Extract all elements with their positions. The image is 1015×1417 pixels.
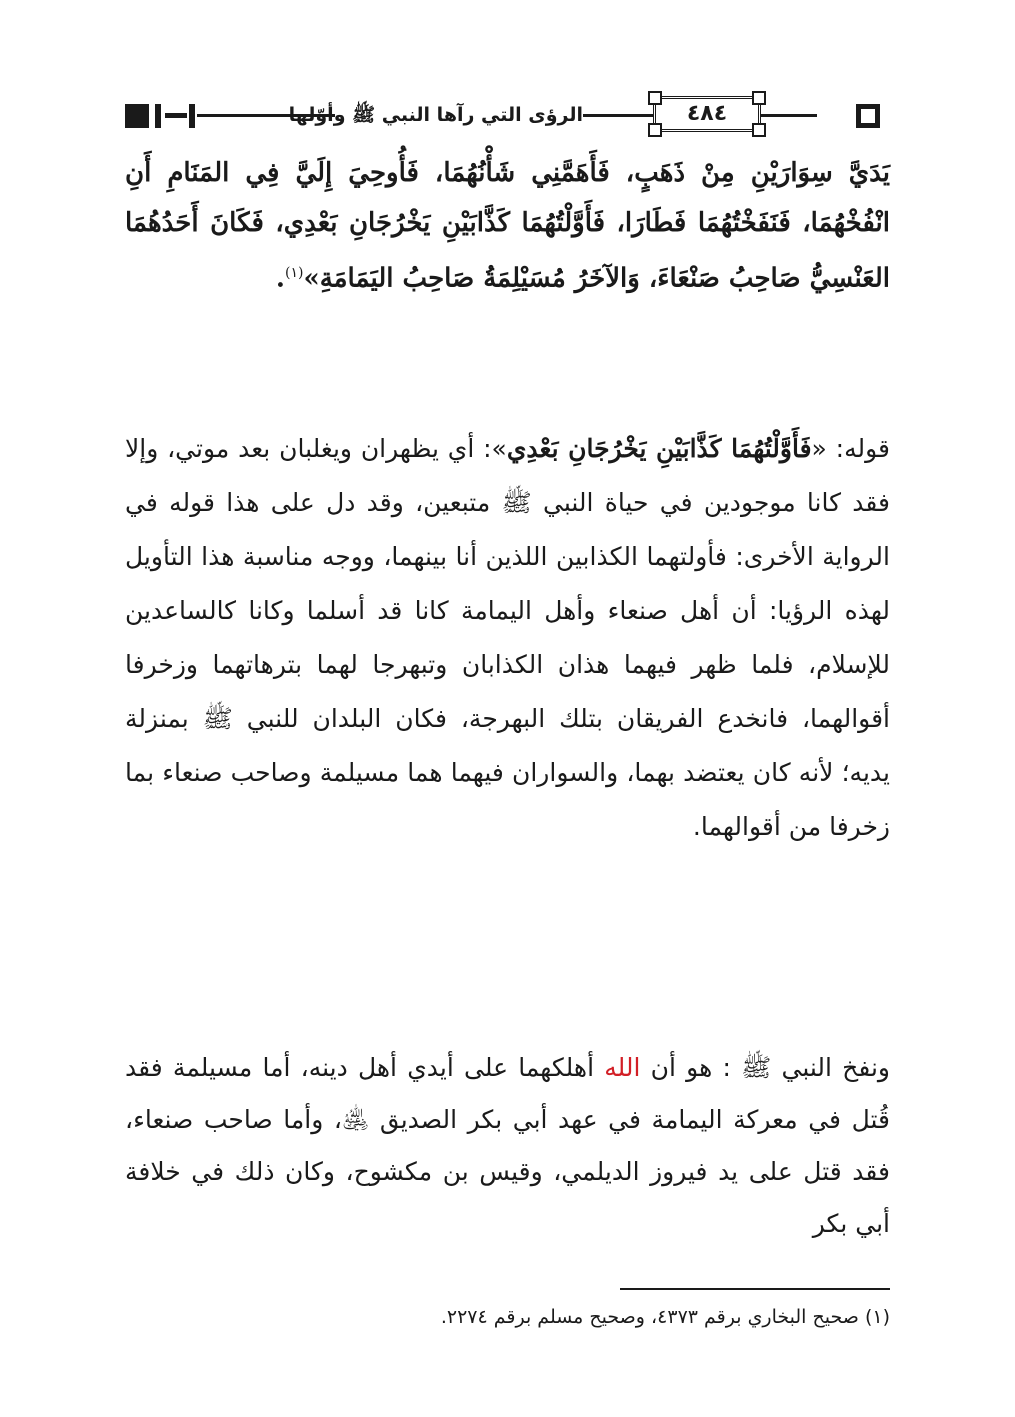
header-rule bbox=[165, 113, 187, 118]
page-box-corner bbox=[648, 91, 662, 105]
page-header bbox=[125, 96, 890, 136]
para2-lead: ونفخ النبي ﷺ : هو أن bbox=[640, 1053, 891, 1082]
para1-lead: قوله: « bbox=[811, 434, 890, 463]
page-box-corner bbox=[648, 123, 662, 137]
page-number-text: ٤٨٤ bbox=[686, 101, 728, 126]
divine-name: الله bbox=[604, 1053, 641, 1082]
para1-text: »: أي يظهران ويغلبان بعد موتي، وإلا فقد كانا موجودين في حياة النبي ﷺ متبعين، وقد دل على هذا قوله في الرواية الأخرى: فأولتهما الكذابين اللذين أنا بينهما، ووجه مناسبة هذا التأويل لهذه الرؤيا: أن أهل صنعاء وأهل اليمامة كانا قد أسلما وكانا كالساعدين للإسلام، فلما ظهر فيهما هذان الكذابان وتبهرجا لهما بترهاتهما وزخرفا أقوالهما، فانخدع الفريقان بتلك البهرجة، فكان البلدان للنبي ﷺ بمنزلة يديه؛ لأنه كان يعتضد بهما، والسواران فيهما هما مسيلمة وصاحب صنعاء بما زخرفا من أقوالهما. bbox=[125, 434, 890, 841]
footnote-reference[interactable]: (١) bbox=[284, 265, 304, 281]
header-ornament-bar bbox=[155, 104, 161, 128]
running-title: الرؤى التي رآها النبي ﷺ وأوّلها bbox=[335, 99, 583, 131]
header-ornament-left bbox=[125, 104, 149, 128]
footnote-divider bbox=[620, 1288, 890, 1290]
para2-text: أهلكهما على أيدي أهل دينه، أما مسيلمة فقد قُتل في معركة اليمامة في عهد أبي بكر الصديق ﵁، وأما صاحب صنعاء، فقد قتل على يد فيروز الديلمي، وقيس بن مكشوح، وكان ذلك في خلافة أبي بكر bbox=[125, 1053, 890, 1238]
commentary-paragraph-1 bbox=[125, 422, 890, 854]
quote-end: . bbox=[275, 263, 285, 294]
header-ornament-bar bbox=[189, 104, 195, 128]
commentary-paragraph-2 bbox=[125, 1042, 890, 1250]
footnote: (١) صحيح البخاري برقم ٤٣٧٣، وصحيح مسلم برقم ٢٢٧٤. bbox=[440, 1306, 890, 1328]
hadith-quote-text: يَدَيَّ سِوَارَيْنِ مِنْ ذَهَبٍ، فَأَهَمَّنِي شَأْنُهُمَا، فَأُوحِيَ إِلَيَّ فِي المَنَامِ أَنِ انْفُخْهُمَا، فَنَفَخْتُهُمَا فَطَارَا، فَأَوَّلْتُهُمَا كَذَّابَيْنِ يَخْرُجَانِ بَعْدِي، فَكَانَ أَحَدُهُمَا العَنْسِيُّ صَاحِبُ صَنْعَاءَ، وَالآخَرُ مُسَيْلِمَةُ صَاحِبُ اليَمَامَةِ» bbox=[125, 158, 890, 294]
para1-quoted-phrase: فَأَوَّلْتُهُمَا كَذَّابَيْنِ يَخْرُجَانِ بَعْدِي bbox=[506, 434, 812, 463]
hadith-quote bbox=[125, 148, 890, 304]
page-number bbox=[653, 96, 761, 132]
page-box-corner bbox=[752, 123, 766, 137]
page-box-corner bbox=[752, 91, 766, 105]
header-ornament-right bbox=[856, 104, 880, 128]
